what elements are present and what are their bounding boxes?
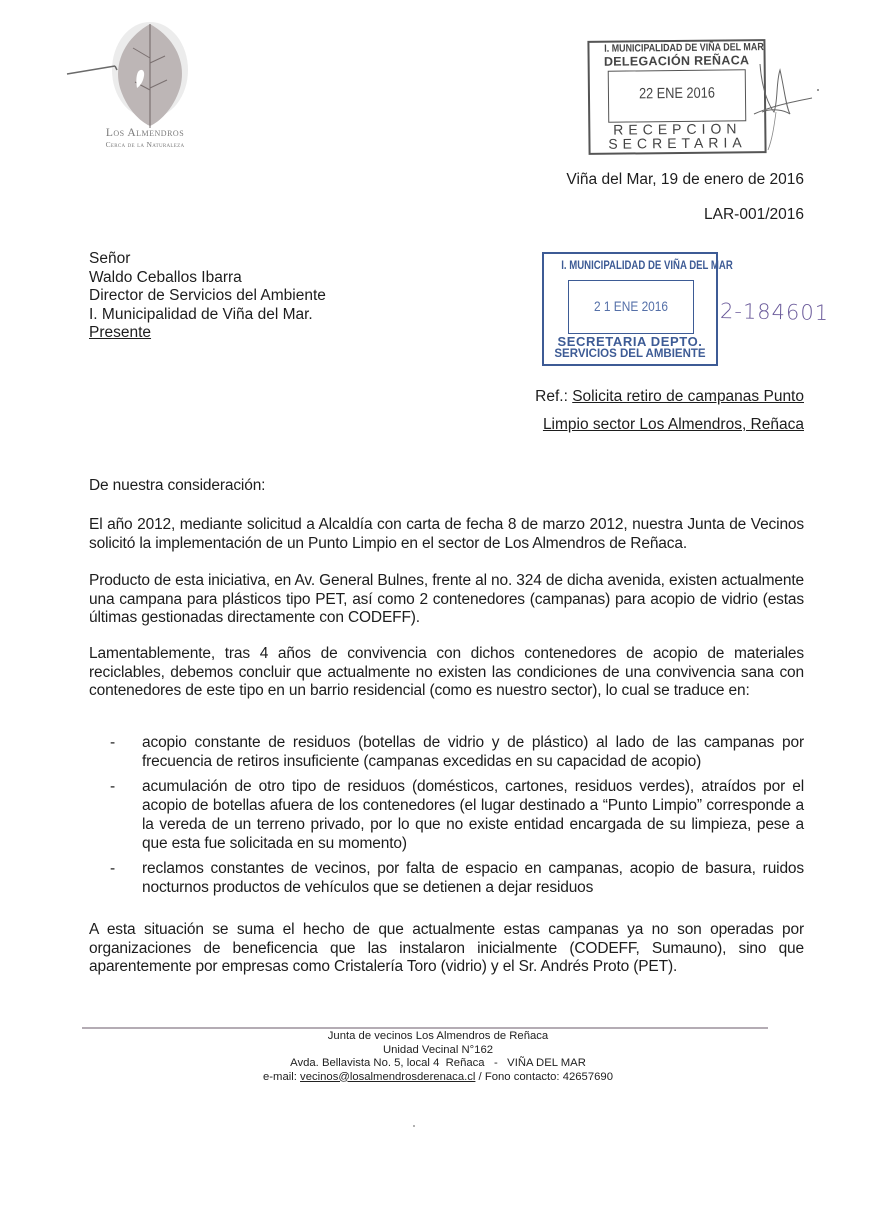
stamp-municipality: I. MUNICIPALIDAD DE VIÑA DEL MAR (561, 258, 733, 272)
list-item (110, 778, 804, 853)
list-item-text: reclamos constantes de vecinos, por falta de espacio en campanas, acopio de basura, ruidos nocturnos productos de vehículos que se detienen a dejar residuos (142, 860, 804, 896)
footer-email-label: e-mail: (263, 1070, 301, 1083)
stamp-reception-label: RECEPCION (613, 120, 742, 138)
bullet-dash: - (110, 860, 116, 878)
footer-address: Avda. Bellavista No. 5, local 4 Reñaca - VIÑA DEL MAR (290, 1057, 586, 1069)
stamp-environment-services: SERVICIOS DEL AMBIENTE (554, 348, 706, 360)
stamp-date-box (608, 69, 747, 122)
reference-code: LAR-001/2016 (704, 206, 804, 223)
bullet-dash: - (110, 734, 116, 751)
footer-email-link[interactable]: vecinos@losalmendrosderenaca.cl (300, 1070, 476, 1083)
stamp-municipality: I. MUNICIPALIDAD DE VIÑA DEL MAR (604, 41, 764, 55)
paragraph-1: El año 2012, mediante solicitud a Alcaldía con carta de fecha 8 de marzo 2012, nuestra Junta de Vecinos solicitó la implementación de un Punto Limpio en el sector de Los Almendros de Reñaca. (89, 516, 804, 552)
footer-divider (82, 1027, 768, 1029)
footer-phone: / Fono contacto: 42657690 (475, 1070, 613, 1083)
bullet-dash: - (110, 778, 116, 796)
department-stamp (542, 252, 733, 366)
stamp-delegation: DELEGACIÓN REÑACA (603, 53, 750, 69)
addressee-institution: I. Municipalidad de Viña del Mar. (89, 305, 313, 323)
footer-contact (200, 1071, 676, 1085)
stamp-secretary-department: SECRETARIA DEPTO. (557, 334, 703, 349)
list-item-text: acopio constante de residuos (botellas de vidrio y de plástico) al lado de las campanas por frecuencia de retiros insuficiente (campanas excedidas en su capacidad de acopio) (142, 734, 804, 770)
paragraph-2: Producto de esta iniciativa, en Av. General Bulnes, frente al no. 324 de dicha avenida, existen actualmente una campana para plásticos tipo PET, así como 2 contenedores (campanas) para acopio de vidrio (estas últimas gestionadas directamente con CODEFF). (89, 572, 804, 627)
bullet-list (110, 734, 804, 905)
paragraph-4: A esta situación se suma el hecho de que actualmente estas campanas ya no son operadas por organizaciones de beneficencia que las instalaron inicialmente (CODEFF, Sumauno), sino que aparentemente por empresas como Cristalería Toro (vidrio) y el Sr. Andrés Proto (PET). (89, 921, 804, 976)
scan-speck (413, 1125, 415, 1127)
footer-unit: Unidad Vecinal N°162 (382, 1043, 494, 1056)
addressee-name: Waldo Ceballos Ibarra (89, 268, 242, 286)
logo-title: Los Almendros (105, 127, 185, 139)
paragraph-3: Lamentablemente, tras 4 años de convivencia con dichos contenedores de acopio de materiales reciclables, debemos concluir que actualmente no existen las condiciones de una convivencia sana con contenedores de este tipo en un barrio residencial (como es nuestro sector), lo cual se traduce en: (89, 645, 804, 700)
list-item (110, 734, 804, 771)
footer-org: Junta de vecinos Los Almendros de Reñaca (327, 1030, 549, 1042)
list-item (110, 860, 804, 897)
place-date: Viña del Mar, 19 de enero de 2016 (566, 171, 804, 188)
reference-subject-1: Solicita retiro de campanas Punto (572, 388, 804, 405)
addressee-position: Director de Servicios del Ambiente (89, 287, 326, 304)
reference-subject-2: Limpio sector Los Almendros, Reñaca (542, 416, 804, 433)
addressee-presente: Presente (89, 324, 152, 341)
addressee-salutation: Señor (89, 250, 131, 267)
logo-tagline: Cerca de la Naturaleza (105, 140, 185, 149)
handwritten-file-number: 2-184601 (719, 299, 830, 325)
reference-line-1 (535, 388, 804, 406)
stamp-date: 22 ENE 2016 (638, 84, 715, 103)
stamp-date: 2 1 ENE 2016 (593, 298, 669, 314)
reception-stamp (587, 39, 766, 155)
signature-mark (752, 62, 822, 152)
footer (200, 1030, 676, 1084)
stamp-date-box (568, 280, 694, 334)
reference-label: Ref.: (535, 388, 568, 405)
list-item-text: acumulación de otro tipo de residuos (domésticos, cartones, residuos verdes), atraídos por el acopio de botellas afuera de los contenedores (el lugar destinado a “Punto Limpio” corresponde a la vereda de un terreno privado, por lo que no existe entidad encargada de su limpieza, pese a que esta fue solicitada en su momento) (142, 778, 804, 852)
greeting: De nuestra consideración: (89, 477, 266, 494)
addressee-block (89, 250, 326, 343)
stamp-secretary-label: SECRETARIA (608, 134, 747, 152)
